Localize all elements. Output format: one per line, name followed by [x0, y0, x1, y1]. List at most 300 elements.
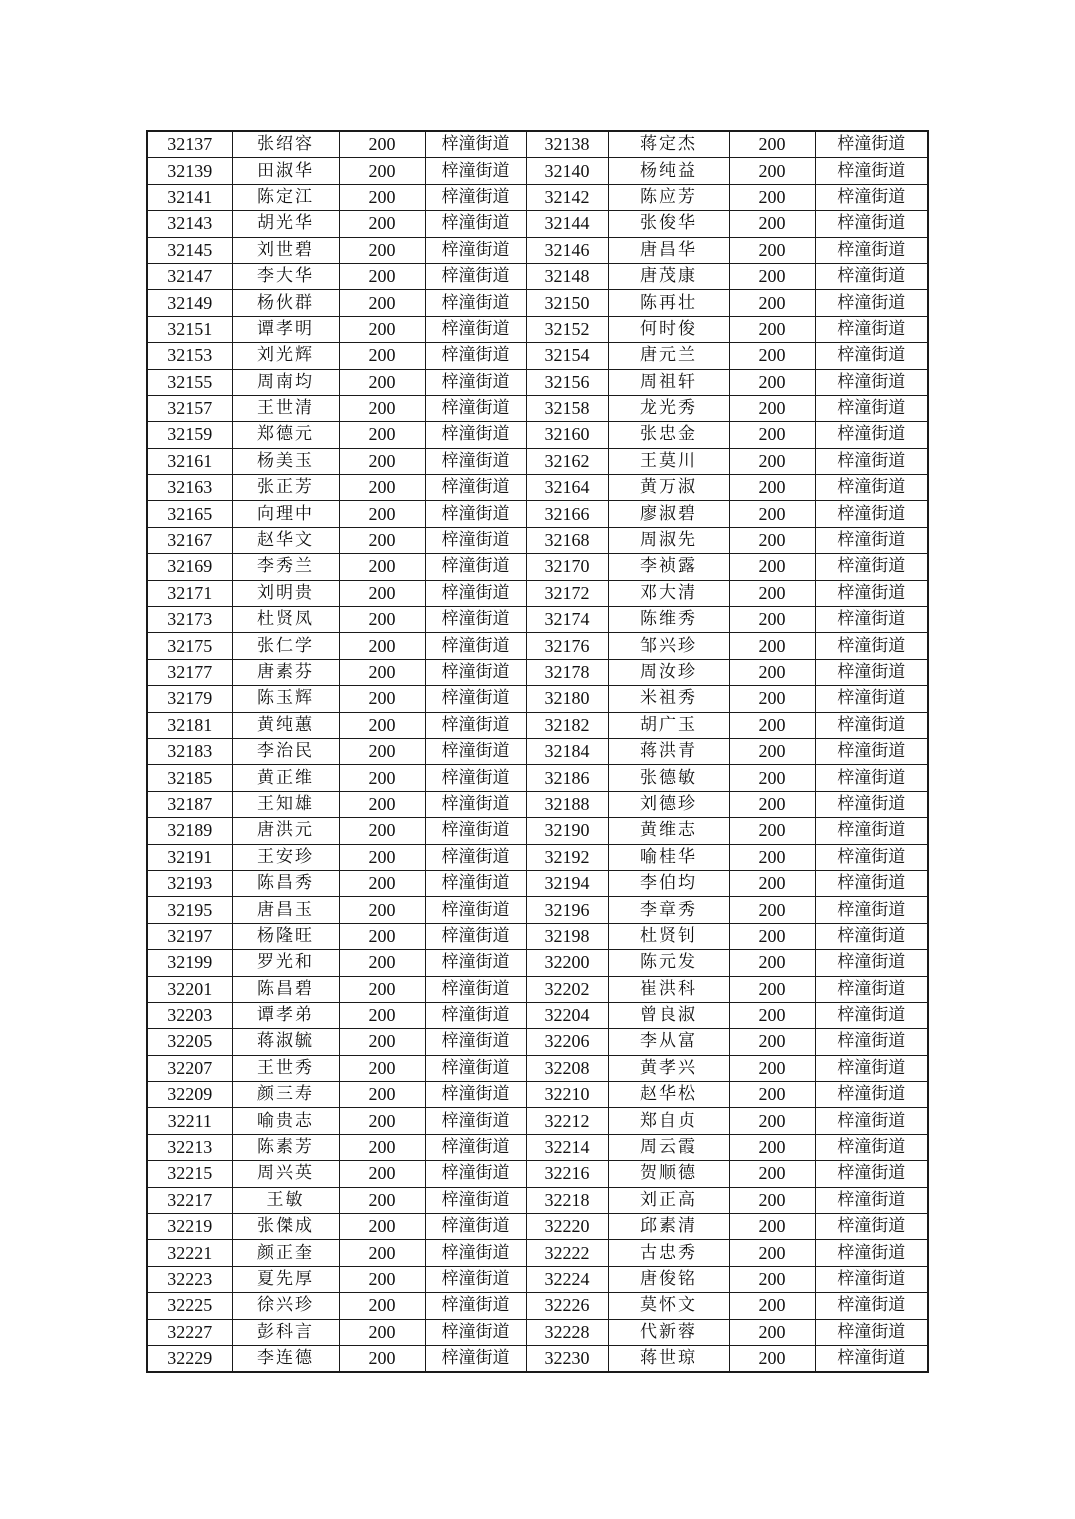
street-cell: 梓潼街道	[815, 844, 928, 870]
name-cell: 蒋定杰	[608, 131, 729, 158]
name-cell: 唐元兰	[608, 343, 729, 369]
id-cell: 32230	[526, 1345, 608, 1372]
table-row	[147, 659, 928, 685]
amount-cell: 200	[729, 554, 815, 580]
name-cell: 周祖轩	[608, 369, 729, 395]
id-cell: 32150	[526, 290, 608, 316]
amount-cell: 200	[729, 211, 815, 237]
street-cell: 梓潼街道	[425, 923, 526, 949]
name-cell: 杨隆旺	[232, 923, 339, 949]
id-cell: 32227	[147, 1319, 232, 1345]
amount-cell: 200	[339, 870, 425, 896]
amount-cell: 200	[339, 422, 425, 448]
amount-cell: 200	[729, 422, 815, 448]
amount-cell: 200	[729, 1134, 815, 1160]
table-row	[147, 475, 928, 501]
name-cell: 胡广玉	[608, 712, 729, 738]
street-cell: 梓潼街道	[425, 738, 526, 764]
street-cell: 梓潼街道	[815, 1082, 928, 1108]
table-row	[147, 738, 928, 764]
street-cell: 梓潼街道	[425, 1055, 526, 1081]
street-cell: 梓潼街道	[815, 1240, 928, 1266]
street-cell: 梓潼街道	[815, 1319, 928, 1345]
name-cell: 黄孝兴	[608, 1055, 729, 1081]
table-row	[147, 422, 928, 448]
table-row	[147, 1266, 928, 1292]
id-cell: 32196	[526, 897, 608, 923]
name-cell: 王知雄	[232, 791, 339, 817]
id-cell: 32137	[147, 131, 232, 158]
street-cell: 梓潼街道	[815, 395, 928, 421]
amount-cell: 200	[339, 1345, 425, 1372]
table-row	[147, 870, 928, 896]
street-cell: 梓潼街道	[815, 686, 928, 712]
street-cell: 梓潼街道	[425, 343, 526, 369]
name-cell: 陈再壮	[608, 290, 729, 316]
id-cell: 32152	[526, 316, 608, 342]
street-cell: 梓潼街道	[425, 844, 526, 870]
street-cell: 梓潼街道	[425, 870, 526, 896]
street-cell: 梓潼街道	[425, 607, 526, 633]
amount-cell: 200	[729, 369, 815, 395]
roster-table	[146, 130, 929, 1373]
amount-cell: 200	[339, 158, 425, 184]
street-cell: 梓潼街道	[815, 501, 928, 527]
id-cell: 32151	[147, 316, 232, 342]
id-cell: 32205	[147, 1029, 232, 1055]
name-cell: 唐昌玉	[232, 897, 339, 923]
name-cell: 陈元发	[608, 950, 729, 976]
amount-cell: 200	[729, 818, 815, 844]
table-row	[147, 1345, 928, 1372]
name-cell: 颜三寿	[232, 1082, 339, 1108]
amount-cell: 200	[729, 659, 815, 685]
amount-cell: 200	[729, 844, 815, 870]
id-cell: 32215	[147, 1161, 232, 1187]
id-cell: 32138	[526, 131, 608, 158]
street-cell: 梓潼街道	[815, 211, 928, 237]
name-cell: 蒋洪青	[608, 738, 729, 764]
amount-cell: 200	[729, 633, 815, 659]
street-cell: 梓潼街道	[425, 448, 526, 474]
amount-cell: 200	[729, 290, 815, 316]
street-cell: 梓潼街道	[815, 1002, 928, 1028]
amount-cell: 200	[339, 844, 425, 870]
amount-cell: 200	[729, 237, 815, 263]
amount-cell: 200	[729, 765, 815, 791]
street-cell: 梓潼街道	[425, 263, 526, 289]
amount-cell: 200	[339, 316, 425, 342]
amount-cell: 200	[729, 1082, 815, 1108]
name-cell: 向理中	[232, 501, 339, 527]
id-cell: 32186	[526, 765, 608, 791]
amount-cell: 200	[729, 686, 815, 712]
id-cell: 32214	[526, 1134, 608, 1160]
street-cell: 梓潼街道	[815, 1134, 928, 1160]
street-cell: 梓潼街道	[425, 818, 526, 844]
amount-cell: 200	[729, 607, 815, 633]
table-row	[147, 501, 928, 527]
name-cell: 曾良淑	[608, 1002, 729, 1028]
table-row	[147, 897, 928, 923]
table-row	[147, 923, 928, 949]
amount-cell: 200	[339, 184, 425, 210]
street-cell: 梓潼街道	[815, 1108, 928, 1134]
name-cell: 李治民	[232, 738, 339, 764]
street-cell: 梓潼街道	[815, 738, 928, 764]
street-cell: 梓潼街道	[815, 870, 928, 896]
amount-cell: 200	[339, 923, 425, 949]
name-cell: 李连德	[232, 1345, 339, 1372]
name-cell: 廖淑碧	[608, 501, 729, 527]
id-cell: 32213	[147, 1134, 232, 1160]
table-row	[147, 237, 928, 263]
street-cell: 梓潼街道	[425, 1293, 526, 1319]
street-cell: 梓潼街道	[425, 580, 526, 606]
street-cell: 梓潼街道	[815, 422, 928, 448]
id-cell: 32183	[147, 738, 232, 764]
name-cell: 黄正维	[232, 765, 339, 791]
street-cell: 梓潼街道	[425, 184, 526, 210]
id-cell: 32195	[147, 897, 232, 923]
street-cell: 梓潼街道	[425, 1161, 526, 1187]
table-row	[147, 527, 928, 553]
amount-cell: 200	[729, 580, 815, 606]
name-cell: 龙光秀	[608, 395, 729, 421]
street-cell: 梓潼街道	[815, 1214, 928, 1240]
amount-cell: 200	[339, 712, 425, 738]
name-cell: 刘世碧	[232, 237, 339, 263]
amount-cell: 200	[729, 448, 815, 474]
name-cell: 刘光辉	[232, 343, 339, 369]
id-cell: 32194	[526, 870, 608, 896]
id-cell: 32170	[526, 554, 608, 580]
name-cell: 刘德珍	[608, 791, 729, 817]
name-cell: 莫怀文	[608, 1293, 729, 1319]
table-row	[147, 1293, 928, 1319]
table-row	[147, 1055, 928, 1081]
street-cell: 梓潼街道	[815, 1187, 928, 1213]
name-cell: 唐昌华	[608, 237, 729, 263]
name-cell: 杨纯益	[608, 158, 729, 184]
street-cell: 梓潼街道	[815, 950, 928, 976]
street-cell: 梓潼街道	[425, 1319, 526, 1345]
id-cell: 32146	[526, 237, 608, 263]
name-cell: 夏先厚	[232, 1266, 339, 1292]
id-cell: 32221	[147, 1240, 232, 1266]
id-cell: 32223	[147, 1266, 232, 1292]
id-cell: 32180	[526, 686, 608, 712]
amount-cell: 200	[729, 395, 815, 421]
amount-cell: 200	[339, 1082, 425, 1108]
id-cell: 32210	[526, 1082, 608, 1108]
amount-cell: 200	[729, 1002, 815, 1028]
table-row	[147, 343, 928, 369]
amount-cell: 200	[339, 1319, 425, 1345]
amount-cell: 200	[729, 1240, 815, 1266]
street-cell: 梓潼街道	[425, 422, 526, 448]
amount-cell: 200	[339, 448, 425, 474]
street-cell: 梓潼街道	[815, 290, 928, 316]
id-cell: 32217	[147, 1187, 232, 1213]
amount-cell: 200	[339, 607, 425, 633]
name-cell: 张绍容	[232, 131, 339, 158]
amount-cell: 200	[339, 290, 425, 316]
name-cell: 黄万淑	[608, 475, 729, 501]
amount-cell: 200	[729, 343, 815, 369]
id-cell: 32163	[147, 475, 232, 501]
id-cell: 32216	[526, 1161, 608, 1187]
street-cell: 梓潼街道	[425, 131, 526, 158]
id-cell: 32211	[147, 1108, 232, 1134]
id-cell: 32143	[147, 211, 232, 237]
amount-cell: 200	[729, 1345, 815, 1372]
id-cell: 32153	[147, 343, 232, 369]
amount-cell: 200	[339, 369, 425, 395]
id-cell: 32189	[147, 818, 232, 844]
street-cell: 梓潼街道	[815, 369, 928, 395]
street-cell: 梓潼街道	[815, 1161, 928, 1187]
id-cell: 32141	[147, 184, 232, 210]
amount-cell: 200	[729, 1161, 815, 1187]
name-cell: 唐素芬	[232, 659, 339, 685]
name-cell: 王世秀	[232, 1055, 339, 1081]
id-cell: 32203	[147, 1002, 232, 1028]
table-row	[147, 1161, 928, 1187]
name-cell: 陈定江	[232, 184, 339, 210]
name-cell: 赵华松	[608, 1082, 729, 1108]
amount-cell: 200	[729, 1055, 815, 1081]
name-cell: 杜贤钊	[608, 923, 729, 949]
name-cell: 李祯露	[608, 554, 729, 580]
name-cell: 李秀兰	[232, 554, 339, 580]
table-row	[147, 1187, 928, 1213]
amount-cell: 200	[339, 765, 425, 791]
street-cell: 梓潼街道	[425, 765, 526, 791]
street-cell: 梓潼街道	[815, 897, 928, 923]
street-cell: 梓潼街道	[425, 1029, 526, 1055]
table-row	[147, 263, 928, 289]
name-cell: 刘正高	[608, 1187, 729, 1213]
table-row	[147, 554, 928, 580]
table-row	[147, 158, 928, 184]
id-cell: 32197	[147, 923, 232, 949]
street-cell: 梓潼街道	[815, 1266, 928, 1292]
street-cell: 梓潼街道	[425, 976, 526, 1002]
id-cell: 32149	[147, 290, 232, 316]
amount-cell: 200	[339, 395, 425, 421]
id-cell: 32156	[526, 369, 608, 395]
street-cell: 梓潼街道	[425, 1187, 526, 1213]
id-cell: 32177	[147, 659, 232, 685]
street-cell: 梓潼街道	[815, 448, 928, 474]
name-cell: 李大华	[232, 263, 339, 289]
name-cell: 王敏	[232, 1187, 339, 1213]
amount-cell: 200	[339, 686, 425, 712]
amount-cell: 200	[729, 950, 815, 976]
street-cell: 梓潼街道	[815, 158, 928, 184]
id-cell: 32172	[526, 580, 608, 606]
id-cell: 32168	[526, 527, 608, 553]
name-cell: 王世清	[232, 395, 339, 421]
amount-cell: 200	[339, 1134, 425, 1160]
id-cell: 32159	[147, 422, 232, 448]
name-cell: 喻贵志	[232, 1108, 339, 1134]
street-cell: 梓潼街道	[815, 1055, 928, 1081]
name-cell: 李从富	[608, 1029, 729, 1055]
street-cell: 梓潼街道	[425, 316, 526, 342]
id-cell: 32173	[147, 607, 232, 633]
name-cell: 谭孝明	[232, 316, 339, 342]
id-cell: 32192	[526, 844, 608, 870]
name-cell: 何时俊	[608, 316, 729, 342]
amount-cell: 200	[339, 818, 425, 844]
street-cell: 梓潼街道	[815, 923, 928, 949]
id-cell: 32167	[147, 527, 232, 553]
id-cell: 32171	[147, 580, 232, 606]
table-row	[147, 580, 928, 606]
amount-cell: 200	[729, 316, 815, 342]
street-cell: 梓潼街道	[815, 263, 928, 289]
name-cell: 唐茂康	[608, 263, 729, 289]
street-cell: 梓潼街道	[815, 475, 928, 501]
street-cell: 梓潼街道	[815, 131, 928, 158]
amount-cell: 200	[339, 950, 425, 976]
street-cell: 梓潼街道	[425, 1345, 526, 1372]
street-cell: 梓潼街道	[815, 316, 928, 342]
table-row	[147, 1319, 928, 1345]
id-cell: 32185	[147, 765, 232, 791]
amount-cell: 200	[339, 501, 425, 527]
amount-cell: 200	[339, 1240, 425, 1266]
table-row	[147, 976, 928, 1002]
id-cell: 32212	[526, 1108, 608, 1134]
table-row	[147, 607, 928, 633]
street-cell: 梓潼街道	[425, 659, 526, 685]
name-cell: 陈维秀	[608, 607, 729, 633]
id-cell: 32176	[526, 633, 608, 659]
amount-cell: 200	[729, 475, 815, 501]
table-row	[147, 791, 928, 817]
id-cell: 32220	[526, 1214, 608, 1240]
street-cell: 梓潼街道	[815, 1029, 928, 1055]
street-cell: 梓潼街道	[425, 395, 526, 421]
street-cell: 梓潼街道	[815, 765, 928, 791]
amount-cell: 200	[339, 1108, 425, 1134]
amount-cell: 200	[339, 527, 425, 553]
id-cell: 32219	[147, 1214, 232, 1240]
amount-cell: 200	[339, 237, 425, 263]
amount-cell: 200	[339, 211, 425, 237]
name-cell: 蒋淑毓	[232, 1029, 339, 1055]
name-cell: 唐俊铭	[608, 1266, 729, 1292]
id-cell: 32193	[147, 870, 232, 896]
table-row	[147, 633, 928, 659]
amount-cell: 200	[729, 791, 815, 817]
amount-cell: 200	[729, 870, 815, 896]
id-cell: 32204	[526, 1002, 608, 1028]
table-row	[147, 316, 928, 342]
street-cell: 梓潼街道	[425, 527, 526, 553]
id-cell: 32148	[526, 263, 608, 289]
street-cell: 梓潼街道	[425, 1266, 526, 1292]
id-cell: 32222	[526, 1240, 608, 1266]
id-cell: 32182	[526, 712, 608, 738]
table-row	[147, 184, 928, 210]
table-row	[147, 290, 928, 316]
amount-cell: 200	[729, 738, 815, 764]
street-cell: 梓潼街道	[425, 712, 526, 738]
street-cell: 梓潼街道	[425, 369, 526, 395]
street-cell: 梓潼街道	[425, 1240, 526, 1266]
street-cell: 梓潼街道	[425, 158, 526, 184]
id-cell: 32201	[147, 976, 232, 1002]
name-cell: 王安珍	[232, 844, 339, 870]
name-cell: 周云霞	[608, 1134, 729, 1160]
amount-cell: 200	[729, 263, 815, 289]
amount-cell: 200	[729, 184, 815, 210]
street-cell: 梓潼街道	[425, 1214, 526, 1240]
amount-cell: 200	[729, 1108, 815, 1134]
id-cell: 32184	[526, 738, 608, 764]
name-cell: 王莫川	[608, 448, 729, 474]
amount-cell: 200	[729, 897, 815, 923]
id-cell: 32158	[526, 395, 608, 421]
street-cell: 梓潼街道	[425, 633, 526, 659]
name-cell: 邹兴珍	[608, 633, 729, 659]
table-row	[147, 1134, 928, 1160]
street-cell: 梓潼街道	[425, 237, 526, 263]
id-cell: 32187	[147, 791, 232, 817]
id-cell: 32161	[147, 448, 232, 474]
id-cell: 32169	[147, 554, 232, 580]
street-cell: 梓潼街道	[425, 791, 526, 817]
table-row	[147, 448, 928, 474]
name-cell: 张傑成	[232, 1214, 339, 1240]
amount-cell: 200	[729, 1187, 815, 1213]
name-cell: 张德敏	[608, 765, 729, 791]
id-cell: 32188	[526, 791, 608, 817]
street-cell: 梓潼街道	[425, 211, 526, 237]
table-row	[147, 395, 928, 421]
name-cell: 邱素清	[608, 1214, 729, 1240]
street-cell: 梓潼街道	[425, 686, 526, 712]
id-cell: 32160	[526, 422, 608, 448]
street-cell: 梓潼街道	[815, 1293, 928, 1319]
name-cell: 谭孝弟	[232, 1002, 339, 1028]
table-row	[147, 844, 928, 870]
street-cell: 梓潼街道	[815, 659, 928, 685]
street-cell: 梓潼街道	[815, 712, 928, 738]
name-cell: 陈应芳	[608, 184, 729, 210]
amount-cell: 200	[729, 1266, 815, 1292]
amount-cell: 200	[729, 712, 815, 738]
id-cell: 32228	[526, 1319, 608, 1345]
amount-cell: 200	[339, 343, 425, 369]
street-cell: 梓潼街道	[815, 580, 928, 606]
street-cell: 梓潼街道	[815, 1345, 928, 1372]
id-cell: 32178	[526, 659, 608, 685]
name-cell: 陈昌碧	[232, 976, 339, 1002]
name-cell: 杜贤凤	[232, 607, 339, 633]
id-cell: 32147	[147, 263, 232, 289]
amount-cell: 200	[339, 897, 425, 923]
street-cell: 梓潼街道	[815, 527, 928, 553]
table-row	[147, 1108, 928, 1134]
amount-cell: 200	[339, 131, 425, 158]
name-cell: 张正芳	[232, 475, 339, 501]
id-cell: 32144	[526, 211, 608, 237]
